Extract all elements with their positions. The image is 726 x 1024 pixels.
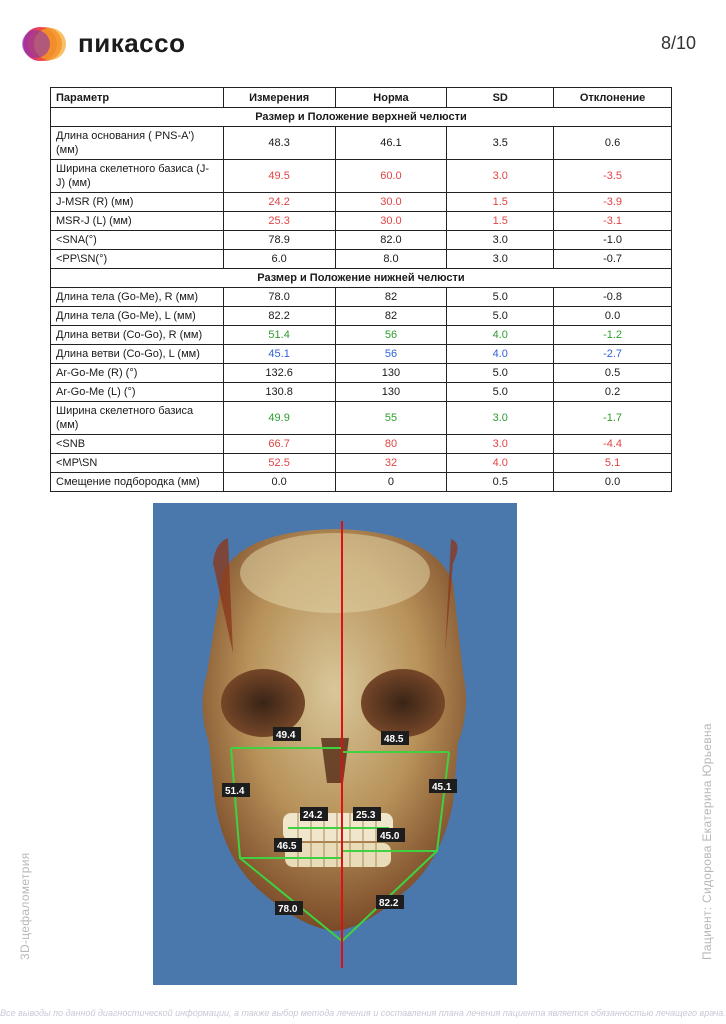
table-row (51, 402, 672, 435)
cell-dev: -1.2 (554, 326, 672, 345)
cell-sd: 3.0 (447, 160, 554, 193)
cell-measure: 24.2 (223, 193, 335, 212)
cell-param: J-MSR (R) (мм) (51, 193, 224, 212)
cell-measure: 25.3 (223, 212, 335, 231)
cell-dev: -1.0 (554, 231, 672, 250)
column-header-sd: SD (447, 88, 554, 108)
cell-param: Длина ветви (Co-Go), R (мм) (51, 326, 224, 345)
cell-norm: 82 (335, 307, 447, 326)
cell-measure: 0.0 (223, 473, 335, 492)
cell-sd: 3.0 (447, 231, 554, 250)
cell-measure: 48.3 (223, 127, 335, 160)
cell-norm: 82.0 (335, 231, 447, 250)
table-row (51, 435, 672, 454)
table-row (51, 307, 672, 326)
side-caption-left: 3D-цефалометрия (18, 852, 32, 960)
column-header-parameter: Параметр (51, 88, 224, 108)
table-section-row (51, 108, 672, 127)
column-header-measurements: Измерения (223, 88, 335, 108)
cell-norm: 46.1 (335, 127, 447, 160)
cell-param: Длина ветви (Co-Go), L (мм) (51, 345, 224, 364)
cell-sd: 4.0 (447, 326, 554, 345)
table-row (51, 193, 672, 212)
label-mandible-width: 45.0 (380, 831, 400, 842)
cell-dev: -0.7 (554, 250, 672, 269)
cell-dev: -3.5 (554, 160, 672, 193)
column-header-deviation: Отклонение (554, 88, 672, 108)
patient-name-caption: Пациент: Сидорова Екатерина Юрьевна (700, 723, 714, 960)
table-row (51, 454, 672, 473)
cell-measure: 130.8 (223, 383, 335, 402)
cell-measure: 52.5 (223, 454, 335, 473)
cell-norm: 8.0 (335, 250, 447, 269)
cell-param: Ar-Go-Me (L) (°) (51, 383, 224, 402)
table-row (51, 127, 672, 160)
column-header-norm: Норма (335, 88, 447, 108)
cell-sd: 3.0 (447, 250, 554, 269)
label-body-left: 82.2 (379, 898, 399, 909)
cell-norm: 0 (335, 473, 447, 492)
table-row (51, 160, 672, 193)
label-j-msr-r: 24.2 (303, 810, 323, 821)
brand-name: пикассо (78, 28, 186, 58)
skull-3d-scan (153, 503, 517, 985)
page-number: 8/10 (660, 33, 696, 53)
cell-norm: 82 (335, 288, 447, 307)
cell-dev: 0.2 (554, 383, 672, 402)
cell-dev: -3.9 (554, 193, 672, 212)
label-ramus-left: 45.1 (432, 782, 452, 793)
cell-measure: 49.9 (223, 402, 335, 435)
label-upper-right: 48.5 (384, 734, 404, 745)
table-body (51, 108, 672, 492)
cell-dev: 0.0 (554, 473, 672, 492)
table-row (51, 250, 672, 269)
table-row (51, 345, 672, 364)
cell-sd: 3.0 (447, 435, 554, 454)
cell-param: <PP\SN(°) (51, 250, 224, 269)
cell-sd: 5.0 (447, 383, 554, 402)
cell-param: MSR-J (L) (мм) (51, 212, 224, 231)
table-row (51, 212, 672, 231)
cell-sd: 5.0 (447, 364, 554, 383)
cell-norm: 80 (335, 435, 447, 454)
skull-scan-drawing (153, 503, 517, 985)
cell-norm: 30.0 (335, 212, 447, 231)
cell-measure: 78.0 (223, 288, 335, 307)
cell-param: <SNA(°) (51, 231, 224, 250)
cell-norm: 60.0 (335, 160, 447, 193)
label-upper-left: 49.4 (276, 730, 296, 741)
cell-param: <SNB (51, 435, 224, 454)
table-row (51, 326, 672, 345)
cell-dev: 0.6 (554, 127, 672, 160)
cell-param: Ширина скелетного базиса (мм) (51, 402, 224, 435)
cell-dev: -2.7 (554, 345, 672, 364)
cell-param: Длина тела (Go-Me), R (мм) (51, 288, 224, 307)
cell-measure: 6.0 (223, 250, 335, 269)
footer-disclaimer: Все выводы по данной диагностической информации, а также выбор метода лечения и составления плана лечения пациента является обязанностью лечащего врача. (0, 1008, 726, 1018)
label-body-right: 78.0 (278, 904, 298, 915)
section-title: Размер и Положение нижней челюсти (51, 269, 672, 288)
cell-norm: 32 (335, 454, 447, 473)
cell-dev: -0.8 (554, 288, 672, 307)
section-title: Размер и Положение верхней челюсти (51, 108, 672, 127)
cell-sd: 5.0 (447, 307, 554, 326)
cephalometry-table (50, 87, 672, 492)
table-header-row (51, 88, 672, 108)
cell-sd: 3.5 (447, 127, 554, 160)
label-base-right: 46.5 (277, 841, 297, 852)
cell-param: Ar-Go-Me (R) (°) (51, 364, 224, 383)
cell-dev: -1.7 (554, 402, 672, 435)
table-row (51, 383, 672, 402)
cell-dev: 0.5 (554, 364, 672, 383)
picasso-logo-icon (20, 22, 68, 66)
table-row (51, 231, 672, 250)
cell-norm: 130 (335, 383, 447, 402)
table-row (51, 364, 672, 383)
cell-sd: 5.0 (447, 288, 554, 307)
cell-norm: 56 (335, 326, 447, 345)
cell-dev: -3.1 (554, 212, 672, 231)
table-row (51, 473, 672, 492)
table-section-row (51, 269, 672, 288)
cell-measure: 132.6 (223, 364, 335, 383)
cell-sd: 1.5 (447, 193, 554, 212)
cell-norm: 30.0 (335, 193, 447, 212)
skull-shape (202, 529, 466, 931)
label-ramus-right: 51.4 (225, 786, 245, 797)
cell-dev: 5.1 (554, 454, 672, 473)
cell-sd: 4.0 (447, 454, 554, 473)
cell-dev: -4.4 (554, 435, 672, 454)
cell-measure: 78.9 (223, 231, 335, 250)
cell-dev: 0.0 (554, 307, 672, 326)
cell-measure: 45.1 (223, 345, 335, 364)
table-row (51, 288, 672, 307)
cell-measure: 49.5 (223, 160, 335, 193)
cell-norm: 130 (335, 364, 447, 383)
cell-param: Длина основания ( PNS-A') (мм) (51, 127, 224, 160)
cell-param: <MP\SN (51, 454, 224, 473)
cell-param: Смещение подбородка (мм) (51, 473, 224, 492)
cell-measure: 51.4 (223, 326, 335, 345)
cell-measure: 82.2 (223, 307, 335, 326)
cell-norm: 56 (335, 345, 447, 364)
cell-norm: 55 (335, 402, 447, 435)
cell-sd: 3.0 (447, 402, 554, 435)
cell-measure: 66.7 (223, 435, 335, 454)
label-msr-j-l: 25.3 (356, 810, 376, 821)
cell-sd: 4.0 (447, 345, 554, 364)
cell-param: Ширина скелетного базиса (J-J) (мм) (51, 160, 224, 193)
cell-param: Длина тела (Go-Me), L (мм) (51, 307, 224, 326)
cell-sd: 0.5 (447, 473, 554, 492)
cell-sd: 1.5 (447, 212, 554, 231)
